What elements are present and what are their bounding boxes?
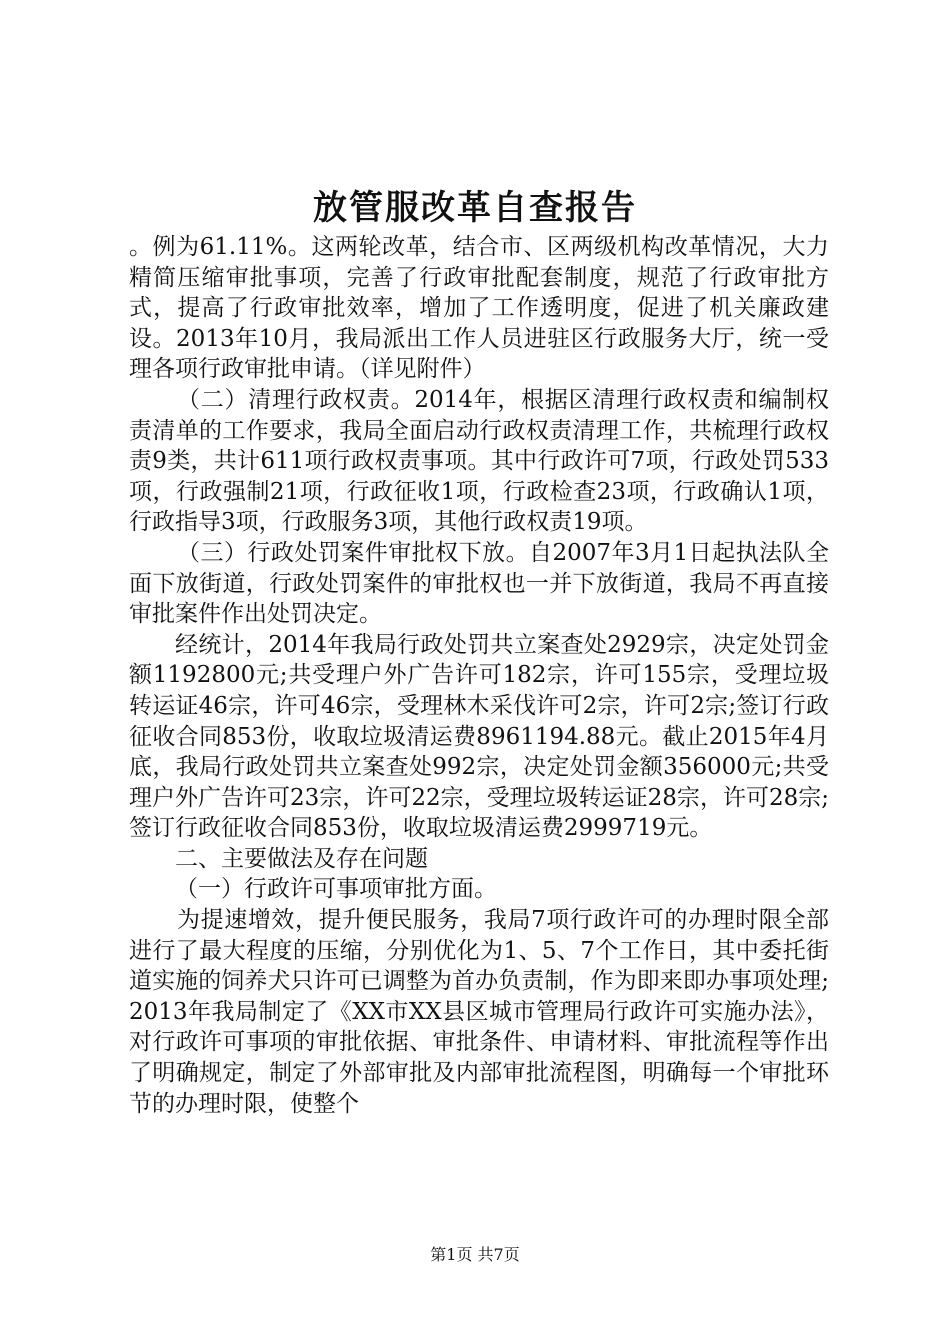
paragraph-penalty-delegation: （三）行政处罚案件审批权下放。自2007年3月1日起执法队全面下放街道，行政处罚案件的审批权也一并下放街道，我局不再直接审批案件作出处罚决定。 bbox=[129, 539, 829, 628]
section-heading-practices: 二、主要做法及存在问题 bbox=[175, 845, 428, 872]
subsection-heading-licensing: （一）行政许可事项审批方面。 bbox=[175, 876, 497, 903]
paragraph-licensing: 为提速增效，提升便民服务，我局7项行政许可的办理时限全部进行了最大程度的压缩，分别优化为1、5、7个工作日，其中委托街道实施的饲养犬只许可已调整为首办负责制，作为即来即办事项处理;2013年我局制定了《XX市XX县区城市管理局行政许可实施办法》，对行政许可事项的审批依据、审批条件、申请材料、审批流程等作出了明确规定，制定了外部审批及内部审批流程图，明确每一个审批环节的办理时限，使整个 bbox=[129, 907, 829, 1117]
document-body bbox=[129, 232, 829, 1119]
page-footer: 第1页 共7页 bbox=[430, 1245, 520, 1264]
paragraph-clear-powers: （二）清理行政权责。2014年，根据区清理行政权责和编制权责清单的工作要求，我局全面启动行政权责清理工作，共梳理行政权责9类，共计611项行政权责事项。其中行政许可7项，行政处罚533项，行政强制21项，行政征收1项，行政检查23项，行政确认1项，行政指导3项，行政服务3项，其他行政权责19项。 bbox=[129, 386, 829, 536]
document-title: 放管服改革自查报告 bbox=[313, 188, 637, 228]
paragraph-statistics: 经统计，2014年我局行政处罚共立案查处2929宗，决定处罚金额1192800元;共受理户外广告许可182宗，许可155宗，受理垃圾转运证46宗，许可46宗，受理林木采伐许可2宗，许可2宗;签订行政征收合同853份，收取垃圾清运费8961194.88元。截止2015年4月底，我局行政处罚共立案查处992宗，决定处罚金额356000元;共受理户外广告许可23宗，许可22宗，受理垃圾转运证28宗，许可28宗;签订行政征收合同853份，收取垃圾清运费2999719元。 bbox=[129, 631, 829, 842]
paragraph-continuation: 。例为61.11%。这两轮改革，结合市、区两级机构改革情况，大力精简压缩审批事项，完善了行政审批配套制度，规范了行政审批方式，提高了行政审批效率，增加了工作透明度，促进了机关廉政建设。2013年10月，我局派出工作人员进驻区行政服务大厅，统一受理各项行政审批申请。（详见附件） bbox=[129, 234, 829, 383]
